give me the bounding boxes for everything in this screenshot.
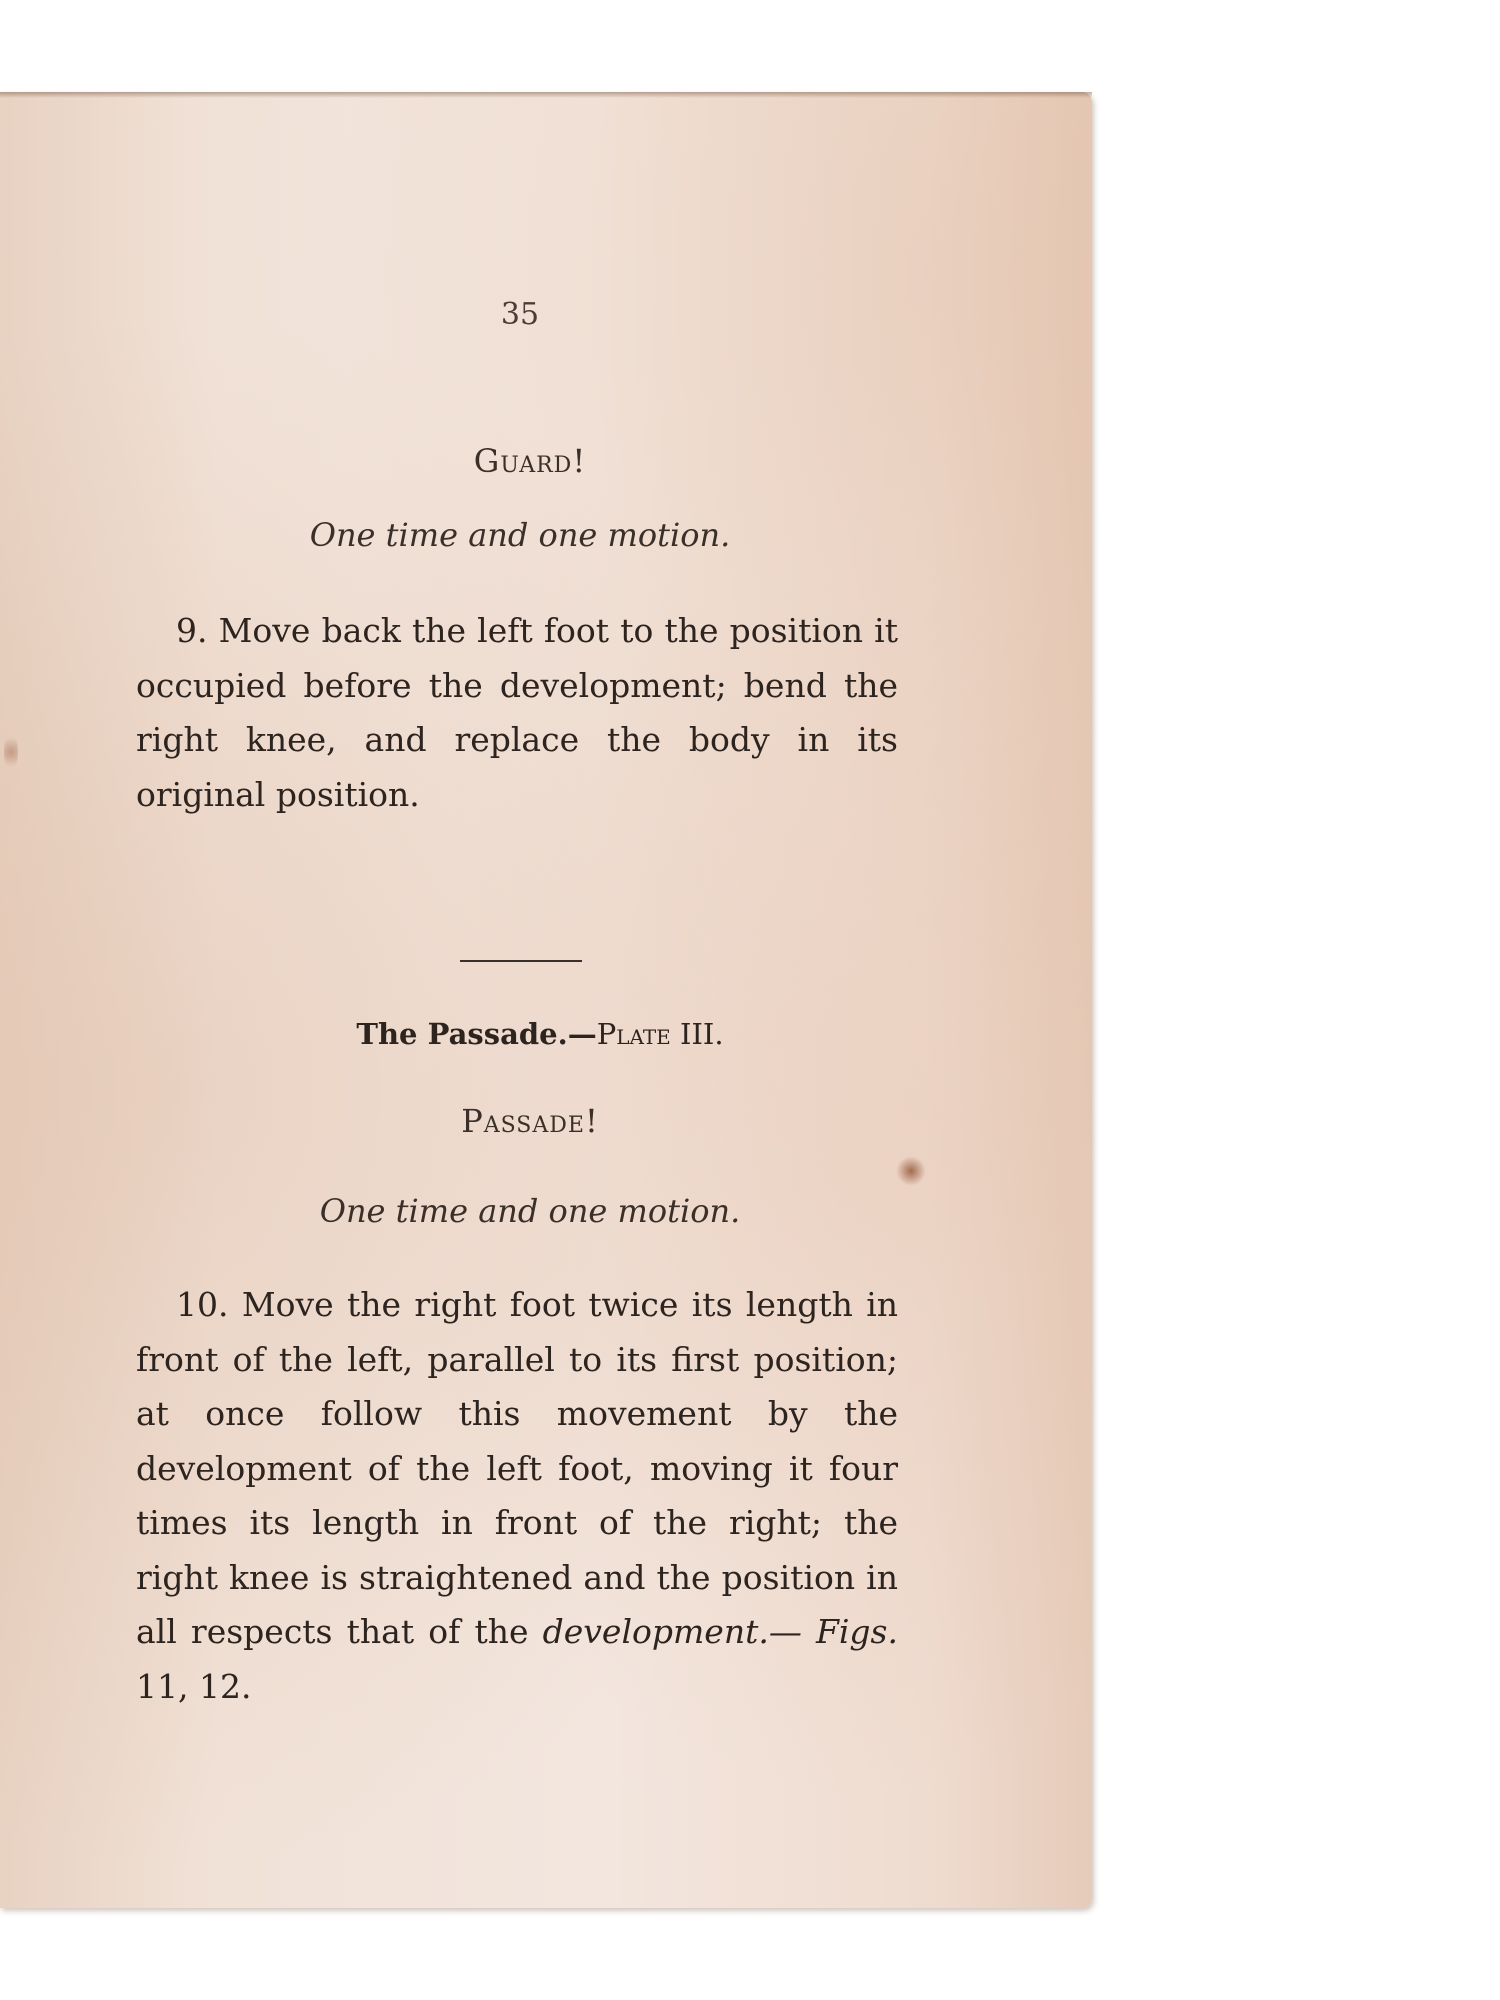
guard-heading: Guard! — [473, 442, 587, 480]
passade-plate-label: Plate III. — [596, 1017, 724, 1051]
paragraph-10-text: 10. Move the right foot twice its length in front of the left, parallel to its first position; at once follow this movement by the development of the left foot, moving it four times its length in front of the right; the right knee is straightened and the position in all respects that of the — [136, 1285, 898, 1651]
paragraph-9-text: 9. Move back the left foot to the position it occupied before the development; bend the right knee, and replace the body in its original position. — [136, 611, 898, 814]
paragraph-9 — [136, 604, 898, 822]
passade-subheading: One time and one motion. — [319, 1192, 741, 1230]
passade-title-text: The Passade.— — [356, 1017, 597, 1051]
passade-heading: Passade! — [461, 1102, 599, 1140]
section-divider — [460, 960, 582, 962]
foxing-spot — [4, 732, 18, 772]
figs-label: Figs. — [815, 1612, 898, 1651]
figs-numbers: 11, 12. — [136, 1666, 252, 1706]
passade-section-title — [20, 1017, 1060, 1051]
book-page — [0, 92, 1092, 1908]
guard-subheading: One time and one motion. — [309, 516, 731, 554]
development-term: development.— — [542, 1612, 802, 1651]
foxing-spot — [896, 1156, 926, 1186]
page-number: 35 — [500, 297, 540, 332]
paragraph-10 — [136, 1278, 898, 1714]
